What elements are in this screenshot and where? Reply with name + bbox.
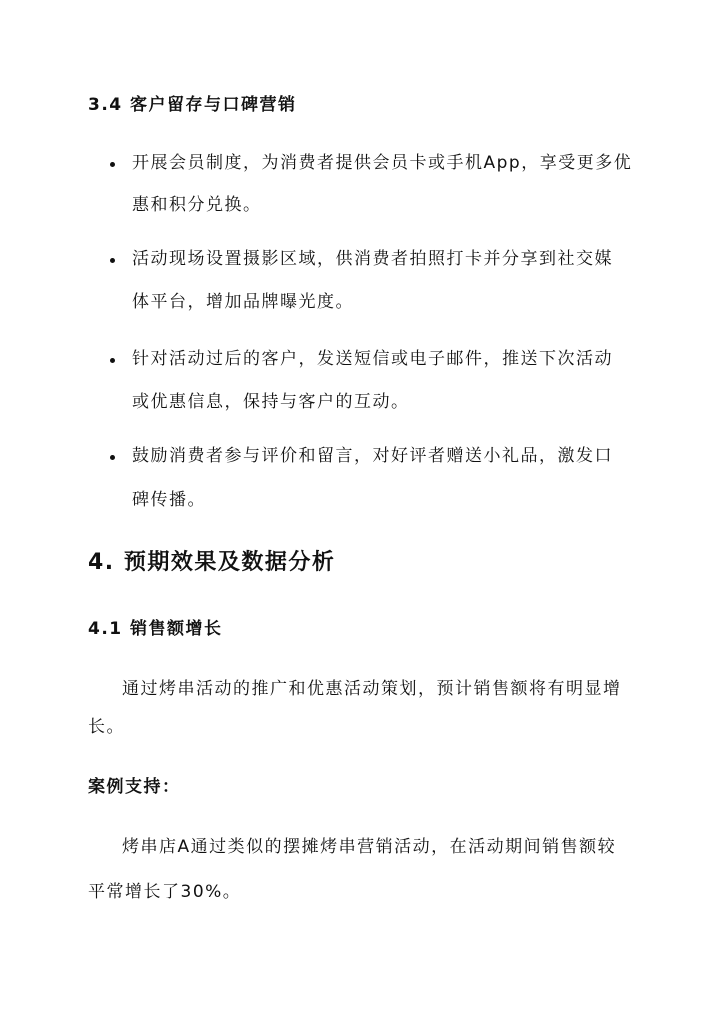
bullet-4-line-1: 鼓励消费者参与评价和留言，对好评者赠送小礼品，激发口	[132, 446, 613, 466]
section-4-heading: 4. 预期效果及数据分析	[88, 550, 336, 575]
bullet-dot	[110, 455, 115, 460]
bullet-2-line-1: 活动现场设置摄影区域，供消费者拍照打卡并分享到社交媒	[132, 249, 613, 269]
bullet-2-line-2: 体平台，增加品牌曝光度。	[132, 292, 354, 312]
bullet-4-line-2: 碑传播。	[132, 490, 206, 510]
case-support-label: 案例支持：	[88, 777, 181, 797]
bullet-dot	[110, 358, 115, 363]
paragraph-line-1: 通过烤串活动的推广和优惠活动策划，预计销售额将有明显增	[122, 679, 622, 699]
case-line-2: 平常增长了30%。	[88, 882, 242, 902]
bullet-1-line-2: 惠和积分兑换。	[132, 195, 262, 215]
bullet-1-line-1: 开展会员制度，为消费者提供会员卡或手机App，享受更多优	[132, 153, 633, 173]
bullet-3-line-1: 针对活动过后的客户，发送短信或电子邮件，推送下次活动	[132, 349, 613, 369]
section-3-4-heading: 3.4 客户留存与口碑营销	[88, 95, 297, 115]
paragraph-line-2: 长。	[88, 717, 125, 737]
section-4-1-heading: 4.1 销售额增长	[88, 619, 223, 639]
case-line-1: 烤串店A通过类似的摆摊烤串营销活动，在活动期间销售额较	[122, 837, 617, 857]
bullet-dot	[110, 162, 115, 167]
bullet-3-line-2: 或优惠信息，保持与客户的互动。	[132, 392, 410, 412]
bullet-dot	[110, 258, 115, 263]
